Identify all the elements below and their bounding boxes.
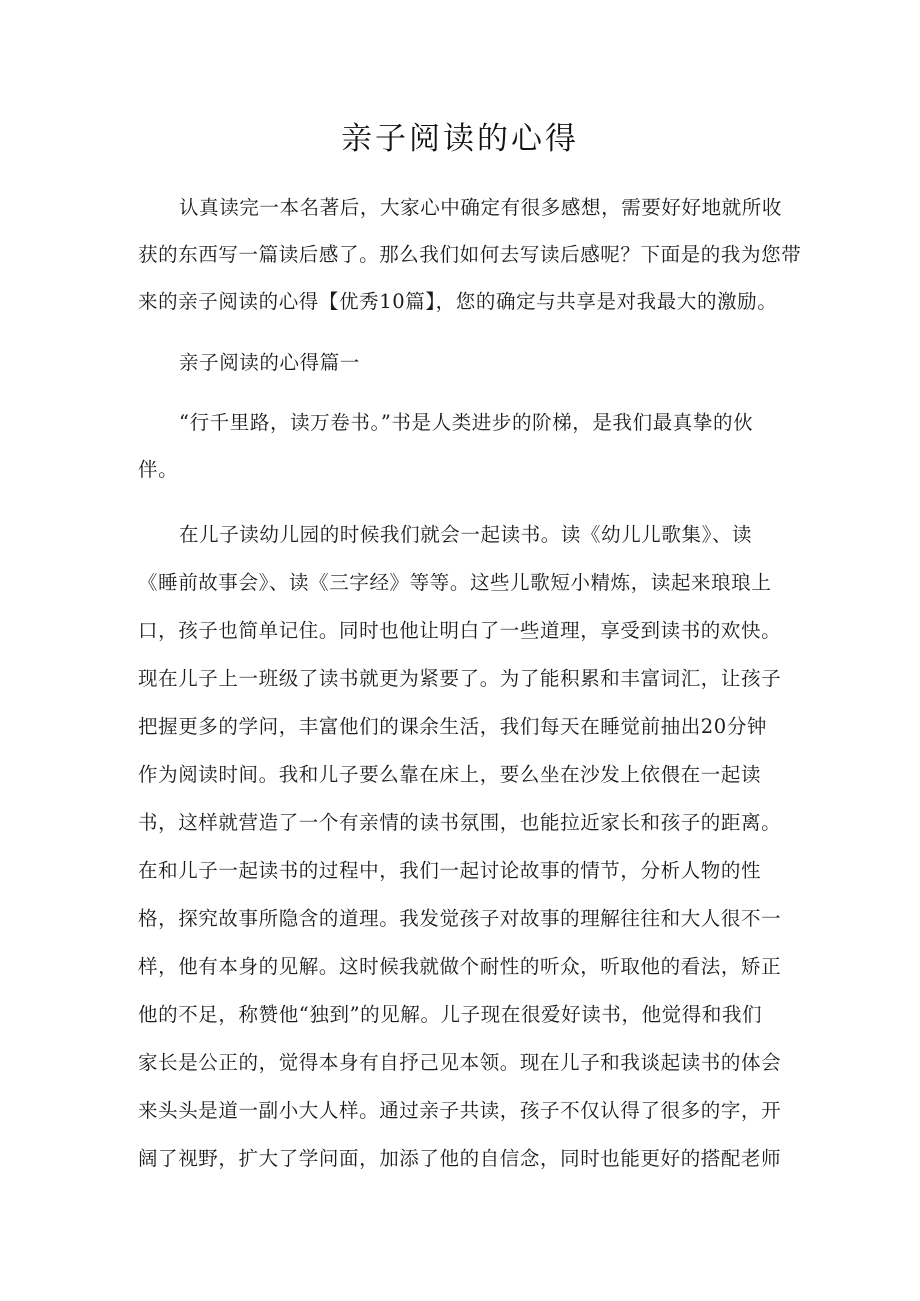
body-line-3: 口，孩子也简单记住。同时也他让明白了一些道理，享受到读书的欢快。 bbox=[138, 619, 782, 642]
body-line-8: 在和儿子一起读书的过程中，我们一起讨论故事的情节，分析人物的性 bbox=[138, 859, 762, 882]
body-line-14: 阔了视野，扩大了学问面，加添了他的自信念，同时也能更好的搭配老师 bbox=[138, 1147, 782, 1170]
body-line-4: 现在儿子上一班级了读书就更为紧要了。为了能积累和丰富词汇，让孩子 bbox=[138, 667, 782, 690]
section-heading: 亲子阅读的心得篇一 bbox=[179, 351, 360, 374]
quote-line-2: 伴。 bbox=[138, 458, 179, 481]
body-line-1: 在儿子读幼儿园的时候我们就会一起读书。读《幼儿儿歌集》、读 bbox=[179, 523, 753, 546]
intro-line-1: 认真读完一本名著后，大家心中确定有很多感想，需要好好地就所收 bbox=[179, 196, 783, 219]
body-line-6: 作为阅读时间。我和儿子要么靠在床上，要么坐在沙发上依偎在一起读 bbox=[138, 763, 762, 786]
body-line-7: 书，这样就营造了一个有亲情的读书氛围，也能拉近家长和孩子的距离。 bbox=[138, 811, 782, 834]
body-line-2: 《睡前故事会》、读《三字经》等等。这些儿歌短小精炼，读起来琅琅上 bbox=[138, 571, 772, 594]
body-line-10: 样，他有本身的见解。这时候我就做个耐性的听众，听取他的看法，矫正 bbox=[138, 955, 782, 978]
intro-line-2: 获的东西写一篇读后感了。那么我们如何去写读后感呢？下面是的我为您带 bbox=[138, 243, 802, 266]
quote-line-1: “行千里路，读万卷书。”书是人类进步的阶梯，是我们最真挚的伙 bbox=[179, 411, 754, 434]
body-line-11: 他的不足，称赞他“独到”的见解。儿子现在很爱好读书，他觉得和我们 bbox=[138, 1003, 763, 1026]
document-title: 亲子阅读的心得 bbox=[341, 121, 579, 157]
intro-line-3: 来的亲子阅读的心得【优秀10篇】，您的确定与共享是对我最大的激励。 bbox=[138, 290, 778, 313]
body-line-13: 来头头是道一副小大人样。通过亲子共读，孩子不仅认得了很多的字，开 bbox=[138, 1099, 782, 1122]
body-line-9: 格，探究故事所隐含的道理。我发觉孩子对故事的理解往往和大人很不一 bbox=[138, 907, 782, 930]
body-line-5: 把握更多的学问，丰富他们的课余生活，我们每天在睡觉前抽出20分钟 bbox=[138, 715, 768, 738]
body-line-12: 家长是公正的，觉得本身有自抒己见本领。现在儿子和我谈起读书的体会 bbox=[138, 1051, 782, 1074]
